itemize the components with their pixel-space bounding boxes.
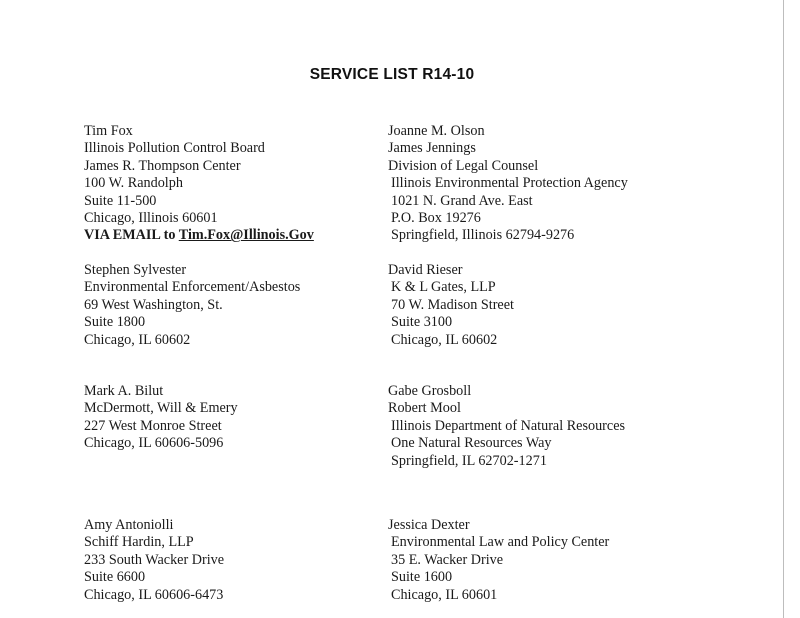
contact-city-line: Chicago, IL 60602 [84,331,191,348]
contact-address-line: 69 West Washington, St. [84,296,223,313]
contact-organization: Illinois Environmental Protection Agency [391,175,628,192]
contact-address-line: Suite 11-500 [84,192,157,209]
contact-address-line: Suite 1800 [84,314,146,331]
contact-organization: McDermott, Will & Emery [84,400,238,417]
contact-address-line: One Natural Resources Way [391,435,552,452]
contact-organization: Schiff Hardin, LLP [84,534,194,551]
contact-city-line: Springfield, IL 62702-1271 [391,452,547,469]
contact-organization: Illinois Department of Natural Resources [391,417,626,434]
contact-address-line: P.O. Box 19276 [391,210,481,227]
service-list-entry-joanne-olson [388,123,628,245]
contact-city-line: Chicago, Illinois 60601 [84,210,218,227]
document-title: SERVICE LIST R14-10 [309,66,475,83]
contact-name: James Jennings [388,140,476,157]
contact-name: Joanne M. Olson [388,123,485,139]
contact-address-line: Suite 1600 [391,569,453,586]
contact-name: Robert Mool [388,400,461,417]
contact-name: Mark A. Bilut [84,383,164,399]
service-list-entry-stephen-sylvester [84,262,300,349]
contact-name: Stephen Sylvester [84,262,187,278]
contact-name: Jessica Dexter [388,517,470,533]
email-link[interactable]: Tim.Fox@Illinois.Gov [178,227,314,244]
contact-address-line: 35 E. Wacker Drive [391,551,504,568]
contact-address-line: 227 West Monroe Street [84,417,222,434]
service-list-entry-gabe-grosboll [388,383,625,470]
contact-city-line: Chicago, IL 60606-5096 [84,435,224,452]
contact-address-line: 1021 N. Grand Ave. East [391,192,533,209]
contact-city-line: Chicago, IL 60601 [391,586,498,603]
contact-city-line: Chicago, IL 60602 [391,331,498,348]
service-list-entry-amy-antoniolli [84,517,224,604]
email-delivery-line [84,227,314,244]
contact-organization: Illinois Pollution Control Board [84,140,265,157]
contact-organization: Division of Legal Counsel [388,157,539,174]
service-list-entry-mark-bilut [84,383,238,453]
contact-address-line: Suite 6600 [84,569,146,586]
contact-address-line: 70 W. Madison Street [391,296,514,313]
contact-address-line: 100 W. Randolph [84,175,183,192]
contact-address-line: 233 South Wacker Drive [84,551,225,568]
page-edge-divider [783,0,784,618]
contact-name: Amy Antoniolli [84,517,174,533]
contact-name: Gabe Grosboll [388,383,472,399]
service-list-entry-tim-fox [84,123,314,245]
contact-city-line: Springfield, Illinois 62794-9276 [391,227,575,244]
contact-organization: K & L Gates, LLP [391,279,496,296]
service-list-entry-david-rieser [388,262,514,349]
contact-address-line: Suite 3100 [391,314,453,331]
service-list-entry-jessica-dexter [388,517,609,604]
contact-organization: Environmental Law and Policy Center [391,534,610,551]
email-prefix: VIA EMAIL to [84,227,179,244]
contact-city-line: Chicago, IL 60606-6473 [84,586,224,603]
contact-name: David Rieser [388,262,463,278]
contact-address-line: James R. Thompson Center [84,157,241,174]
contact-organization: Environmental Enforcement/Asbestos [84,279,301,296]
contact-name: Tim Fox [84,123,133,139]
